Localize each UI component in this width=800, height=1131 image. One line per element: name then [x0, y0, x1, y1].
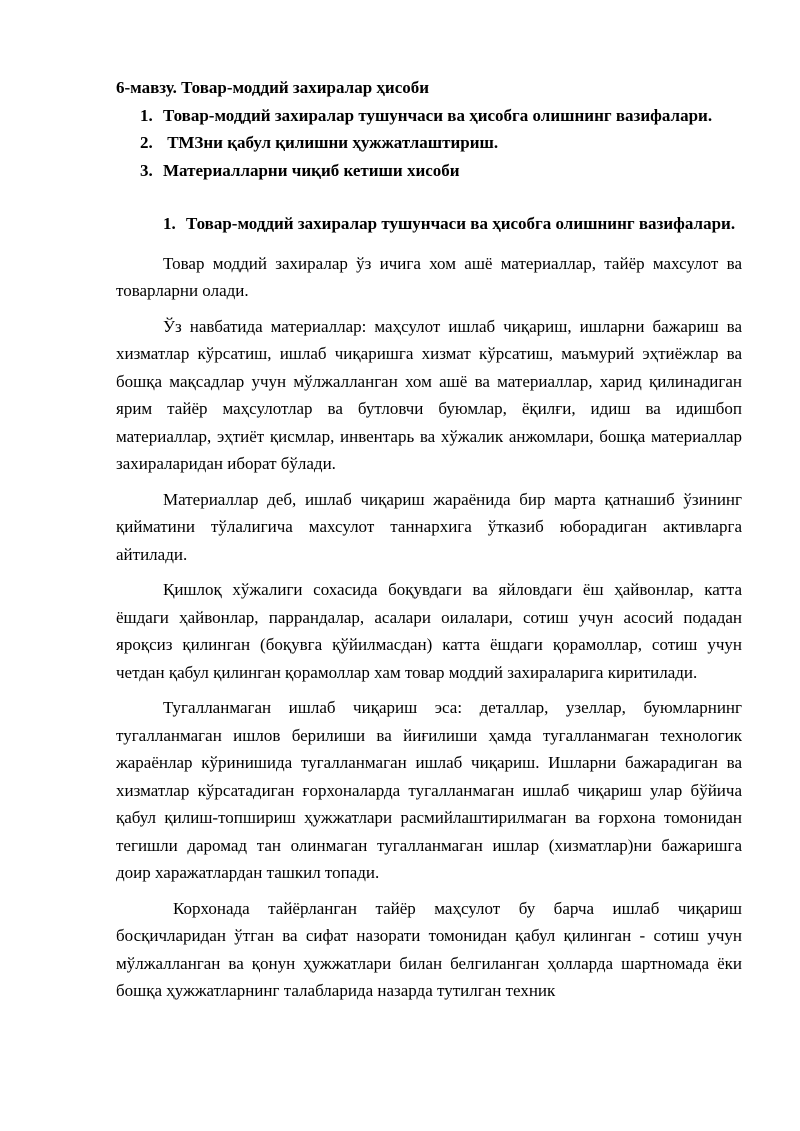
document-title: 6-мавзу. Товар-моддий захиралар ҳисоби	[116, 78, 430, 97]
body-paragraph: Материаллар деб, ишлаб чиқариш жараёнида бир марта қатнашиб ўзининг қийматини тўлалигича махсулот таннархига ўтказиб юборадиган активларга айтилади.	[116, 489, 742, 564]
toc-item	[116, 129, 742, 157]
section-heading	[116, 210, 742, 238]
table-of-contents	[116, 102, 742, 185]
section-heading-text: Товар-моддий захиралар тушунчаси ва ҳисобга олишнинг вазифалари.	[186, 214, 736, 233]
body-paragraph: Тугалланмаган ишлаб чиқариш эса: деталлар, узеллар, буюмларнинг тугалланмаган ишлов берилиши ва йиғилиши ҳамда тугалланмаган технологик жараёнлар кўринишида тугалланмаган ишлаб чиқариш. Ишларни бажарадиган ва хизматлар кўрсатадиган ғорхоналарда тугалланмаган ишлаб чиқариш улар бўйича қабул қилиш-топшириш ҳужжатлари расмийлаштирилмаган ва ғорхона томонидан тегишли даромад тан олинмаган тугалланмаган ишлар (хизматлар)ни бажаришга доир харажатлардан ташкил топади.	[116, 698, 742, 882]
body-paragraph: Корхонада тайёрланган тайёр маҳсулот бу барча ишлаб чиқариш босқичларидан ўтган ва сифат назорати томонидан қабул қилинган - сотиш учун мўлжалланган ва қонун ҳужжатлари билан белгиланган ҳолларда шартномада ёки бошқа ҳужжатларнинг талабларида назарда тутилган техник	[116, 898, 742, 1000]
toc-item	[116, 157, 742, 185]
document-page	[116, 74, 742, 1005]
toc-item-number: 3.	[140, 160, 153, 180]
toc-item-text: Товар-моддий захиралар тушунчаси ва ҳисобга олишнинг вазифалари.	[163, 105, 713, 125]
body-paragraph: Қишлоқ хўжалиги сохасида боқувдаги ва яйловдаги ёш ҳайвонлар, катта ёшдаги ҳайвонлар, паррандалар, асалари оилалари, сотиш учун асосий подадан яроқсиз қилинган (боқувга қўйилмасдан) катта ёшдаги қорамоллар, сотиш учун четдан қабул қилинган қорамоллар хам товар моддий захираларига киритилади.	[116, 580, 742, 682]
body-paragraph: Товар моддий захиралар ўз ичига хом ашё материаллар, тайёр махсулот ва товарларни олади.	[116, 253, 742, 300]
toc-item-number: 2.	[140, 133, 153, 152]
toc-item-number: 1.	[140, 105, 153, 125]
toc-item	[116, 102, 742, 130]
toc-item-text: Материалларни чиқиб кетиши хисоби	[163, 160, 460, 180]
section-number: 1.	[163, 214, 176, 233]
toc-item-text: ТМЗни қабул қилишни ҳужжатлаштириш.	[163, 133, 499, 152]
body-paragraph: Ўз навбатида материаллар: маҳсулот ишлаб чиқариш, ишларни бажариш ва хизматлар кўрсатиш, ишлаб чиқаришга хизмат кўрсатиш, маъмурий эҳтиёжлар ва бошқа мақсадлар учун мўлжалланган хом ашё ва материаллар, харид қилинадиган ярим тайёр маҳсулотлар ва бутловчи буюмлар, ёқилғи, идиш ва идишбоп материаллар, эҳтиёт қисмлар, инвентарь ва хўжалик анжомлари, бошқа материаллар захираларидан иборат бўлади.	[116, 316, 742, 473]
